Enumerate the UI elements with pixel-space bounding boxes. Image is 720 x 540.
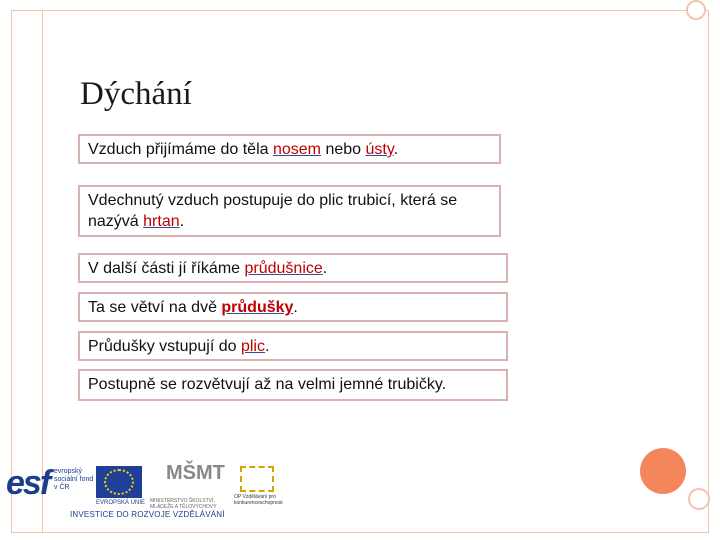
slide-title: Dýchání bbox=[80, 76, 192, 112]
op-logo-icon bbox=[240, 466, 274, 492]
funding-logos bbox=[6, 460, 296, 524]
box-text: . bbox=[322, 260, 328, 277]
msmt-logo: MŠMT bbox=[166, 462, 225, 484]
text-box-5 bbox=[78, 331, 508, 361]
box-text: . bbox=[293, 299, 298, 316]
highlighted-term: ústy bbox=[365, 141, 394, 158]
highlighted-term: nosem bbox=[272, 141, 322, 158]
box-text: . bbox=[393, 141, 399, 158]
decor-circle-small bbox=[688, 488, 710, 510]
text-box-1 bbox=[78, 134, 501, 164]
box-text: . bbox=[264, 338, 270, 355]
decor-circle-orange bbox=[640, 448, 686, 494]
highlighted-term: hrtan bbox=[143, 213, 180, 230]
text-box-2 bbox=[78, 185, 501, 237]
esf-logo-text: evropský sociální fond v ČR bbox=[54, 468, 94, 491]
eu-flag-icon bbox=[96, 466, 142, 498]
msmt-logo-text: MINISTERSTVO ŠKOLSTVÍ, MLÁDEŽE A TĚLOVÝCHOVY bbox=[150, 498, 217, 510]
box-text: . bbox=[179, 213, 185, 230]
box-text: Ta se větví na dvě bbox=[88, 299, 222, 316]
box-text: Vdechnutý vzduch postupuje do plic trubicí, která se nazývá bbox=[88, 192, 458, 230]
esf-logo: esf bbox=[6, 464, 50, 502]
box-text: Vzduch přijímáme do těla bbox=[88, 141, 273, 158]
box-text: Průdušky vstupují do bbox=[88, 338, 241, 355]
highlighted-term: průdušnice bbox=[244, 260, 323, 277]
investment-slogan: INVESTICE DO ROZVOJE VZDĚLÁVÁNÍ bbox=[70, 510, 225, 519]
text-box-6 bbox=[78, 369, 508, 401]
box-text: Postupně se rozvětvují až na velmi jemné trubičky. bbox=[88, 376, 447, 393]
text-box-3 bbox=[78, 253, 508, 283]
decor-circle-top bbox=[686, 0, 706, 20]
box-text: V další části jí říkáme bbox=[88, 260, 245, 277]
op-logo-text: OP Vzdělávání pro konkurenceschopnost bbox=[234, 494, 283, 506]
box-text: nebo bbox=[321, 141, 366, 158]
slide-margin-line bbox=[42, 10, 43, 533]
text-box-4 bbox=[78, 292, 508, 322]
highlighted-term: průdušky bbox=[221, 299, 294, 316]
highlighted-term: plic bbox=[240, 338, 265, 355]
eu-logo-text: EVROPSKÁ UNIE bbox=[96, 500, 146, 506]
